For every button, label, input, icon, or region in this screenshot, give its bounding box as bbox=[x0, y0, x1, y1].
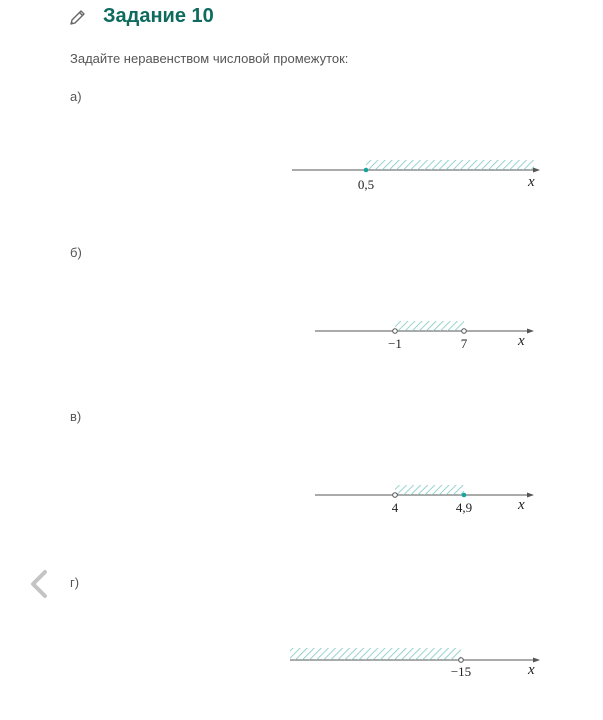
axis-variable: x bbox=[518, 497, 525, 513]
item-label-g: г) bbox=[70, 575, 80, 590]
point-open bbox=[462, 329, 467, 334]
point-label: 4 bbox=[391, 500, 399, 515]
point-label: 0,5 bbox=[357, 177, 375, 192]
point-closed bbox=[364, 168, 369, 173]
item-label-b: б) bbox=[70, 245, 82, 260]
item-label-a: а) bbox=[70, 89, 82, 104]
point-label: −1 bbox=[388, 336, 402, 351]
point-open bbox=[459, 658, 464, 663]
number-line-v bbox=[315, 485, 534, 515]
number-line-b bbox=[315, 321, 534, 351]
point-label: 4,9 bbox=[455, 500, 473, 515]
axis-arrow bbox=[527, 493, 534, 498]
point-label: 7 bbox=[460, 336, 468, 351]
interval-hatch bbox=[290, 648, 461, 660]
instruction-text: Задайте неравенством числовой промежуток: bbox=[70, 51, 349, 66]
interval-hatch bbox=[395, 485, 464, 495]
interval-hatch bbox=[395, 321, 464, 331]
axis-arrow bbox=[527, 329, 534, 334]
item-label-v: в) bbox=[70, 409, 82, 424]
number-line-g bbox=[290, 648, 540, 679]
point-open bbox=[393, 329, 398, 334]
axis-variable: x bbox=[528, 174, 535, 190]
number-line-a bbox=[292, 160, 540, 192]
interval-hatch bbox=[366, 160, 534, 170]
point-open bbox=[393, 493, 398, 498]
point-closed bbox=[462, 493, 467, 498]
axis-variable: x bbox=[518, 333, 525, 349]
point-label: −15 bbox=[450, 664, 472, 679]
page-title: Задание 10 bbox=[103, 5, 214, 27]
axis-variable: x bbox=[528, 662, 535, 678]
axis-arrow bbox=[533, 168, 540, 173]
